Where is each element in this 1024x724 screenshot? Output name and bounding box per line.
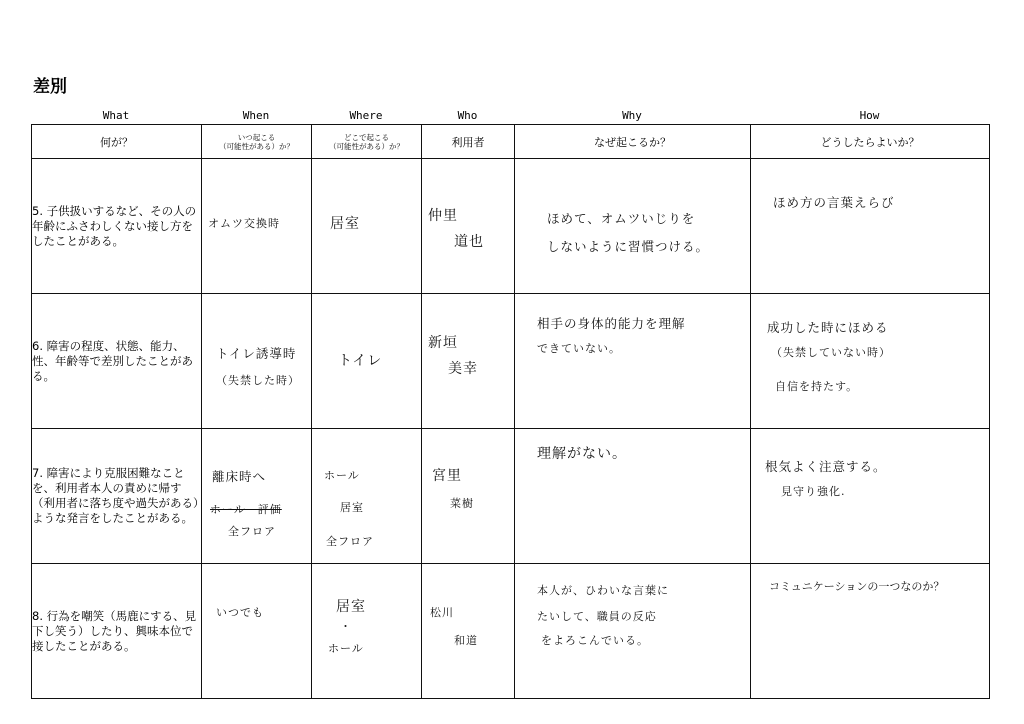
handwritten-text: できていない。 (537, 342, 621, 355)
header-how-en: How (859, 109, 880, 122)
handwritten-text: 道也 (454, 234, 484, 250)
cell-who (422, 159, 515, 294)
table-row (32, 564, 990, 699)
cell-why (515, 564, 751, 699)
discrimination-table (31, 124, 990, 699)
cell-why (515, 159, 751, 294)
cell-how (751, 159, 990, 294)
header-who-en: Who (457, 109, 478, 122)
handwritten-text: 和道 (454, 634, 478, 647)
cell-why (515, 429, 751, 564)
handwritten-text: 居室 (336, 599, 366, 615)
table-row (32, 159, 990, 294)
table-header-row (32, 125, 990, 159)
cell-where (312, 429, 422, 564)
handwritten-text: 成功した時にほめる (767, 320, 889, 335)
handwritten-text: 全フロア (228, 525, 276, 538)
cell-where (312, 564, 422, 699)
handwritten-text: ・ (340, 620, 352, 633)
table-row (32, 429, 990, 564)
cell-who (422, 294, 515, 429)
handwritten-text: オムツ交換時 (208, 217, 280, 230)
handwritten-text: ホール (324, 469, 360, 482)
table-row (32, 294, 990, 429)
item-what: 7. 障害により克服困難なことを、利用者本人の責めに帰す（利用者に落ち度や過失がある）ような発言をしたことがある。 (32, 429, 202, 564)
handwritten-text: コミュニケーションの一つなのか？ (769, 580, 945, 593)
item-what: 8. 行為を嘲笑（馬鹿にする、見下し笑う）したり、興味本位で接したことがある。 (32, 564, 202, 699)
handwritten-text: をよろこんでいる。 (541, 634, 649, 647)
handwritten-text: 新垣 (428, 335, 458, 351)
handwritten-text: ほめて、オムツいじりを (547, 211, 696, 226)
handwritten-text: 離床時へ (212, 469, 267, 484)
cell-where (312, 294, 422, 429)
header-when-en: When (242, 109, 270, 122)
handwritten-text: 本人が、ひわいな言葉に (537, 584, 669, 597)
handwritten-text: 宮里 (432, 468, 462, 484)
handwritten-text: ホール 評価 (210, 503, 282, 516)
handwritten-text: ほめ方の言葉えらび (773, 195, 895, 210)
handwritten-text: 美幸 (448, 361, 478, 377)
header-what: 何が？ (32, 125, 202, 159)
cell-when (202, 429, 312, 564)
cell-how (751, 564, 990, 699)
header-what-en: What (102, 109, 130, 122)
header-why-en: Why (622, 109, 642, 122)
cell-why (515, 294, 751, 429)
header-who: 利用者 (422, 125, 515, 159)
header-where-line1: どこで起こる (344, 132, 389, 142)
handwritten-text: いつでも (216, 606, 264, 619)
header-where (312, 125, 422, 159)
handwritten-text: 居室 (330, 216, 360, 232)
handwritten-text: ホール (328, 642, 364, 655)
handwritten-text: 居室 (340, 501, 364, 514)
header-where-en: Where (349, 109, 383, 122)
handwritten-text: トイレ (338, 353, 383, 369)
header-where-line2: （可能性がある）か？ (329, 141, 404, 151)
handwritten-text: 理解がない。 (537, 446, 627, 462)
cell-how (751, 429, 990, 564)
handwritten-text: （失禁した時） (216, 374, 300, 387)
header-when-line1: いつ起こる (237, 132, 276, 142)
handwritten-text: たいして、職員の反応 (537, 610, 657, 623)
handwritten-text: （失禁していない時） (771, 346, 891, 359)
header-when-line2: （可能性がある）か？ (219, 141, 294, 151)
handwritten-text: 菜樹 (450, 497, 474, 510)
item-what: 6. 障害の程度、状態、能力、性、年齢等で差別したことがある。 (32, 294, 202, 429)
page-title: 差別 (33, 77, 67, 97)
handwritten-text: 松川 (430, 606, 454, 619)
cell-who (422, 429, 515, 564)
cell-when (202, 564, 312, 699)
header-how: どうしたらよいか？ (751, 125, 990, 159)
cell-when (202, 294, 312, 429)
handwritten-text: 仲里 (428, 208, 458, 224)
handwritten-text: 見守り強化. (781, 485, 846, 498)
handwritten-text: 相手の身体的能力を理解 (537, 316, 686, 331)
header-why: なぜ起こるか？ (515, 125, 751, 159)
cell-how (751, 294, 990, 429)
handwritten-text: トイレ誘導時 (216, 346, 297, 361)
handwritten-text: 全フロア (326, 535, 374, 548)
item-what: 5. 子供扱いするなど、その人の年齢にふさわしくない接し方をしたことがある。 (32, 159, 202, 294)
header-when (202, 125, 312, 159)
handwritten-text: 根気よく注意する。 (765, 459, 887, 474)
handwritten-text: しないように習慣つける。 (547, 239, 710, 254)
cell-who (422, 564, 515, 699)
handwritten-text: 自信を持たす。 (775, 380, 859, 393)
cell-where (312, 159, 422, 294)
cell-when (202, 159, 312, 294)
